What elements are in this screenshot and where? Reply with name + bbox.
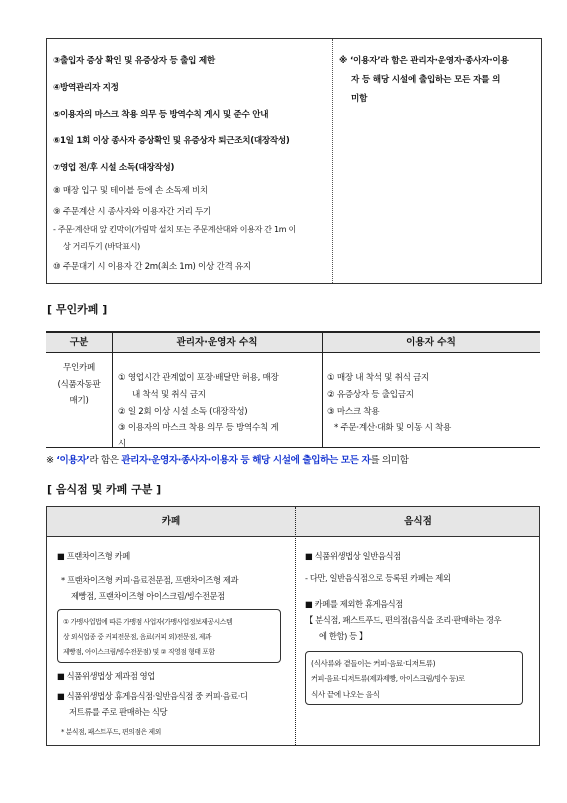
restaurant-line: 【 분식점, 패스트푸드, 편의점(음식을 조리·판매하는 경우 [305,615,502,625]
restaurant-box-line: 식사 끝에 나오는 음식 [311,690,380,699]
note-highlight: 관리자·운영자·종사자·이용자 등 해당 시설에 출입하는 모든 자 [121,455,371,466]
note-line: 미함 [351,94,368,104]
restaurant-line: ■ 카페를 제외한 휴게음식점 [305,599,403,609]
restaurant-line: 에 한함) 등 】 [319,631,367,641]
restaurant-line: - 다만, 일반음식점으로 등록된 카페는 제외 [305,573,451,583]
rule-line: ④방역관리자 지정 [53,83,119,93]
category-line: 무인카페 [62,363,95,373]
quarantine-rules-box [46,38,542,284]
cafe-line: ■ 식품위생법상 제과점 영업 [57,671,155,681]
cafe-line: ■ 프랜차이즈형 카페 [57,551,130,561]
rule-line: ⑨ 주문계산 시 종사자와 이용자간 거리 두기 [53,207,212,217]
header-user-rules: 이용자 수칙 [406,337,456,348]
category-line: (식품자동판 [57,380,101,390]
admin-rule-line: ① 영업시간 관계없이 포장·배달만 허용, 매장 [118,373,279,383]
rule-line: 상 거리두기 (바닥표시) [63,242,140,251]
rule-line: ⑥1일 1회 이상 종사자 증상확인 및 유증상자 퇴근조치(대장작성) [53,136,290,146]
column-divider [322,333,323,447]
cafe-line: 저트류를 주로 판매하는 식당 [69,707,168,717]
category-line: 매기) [69,396,89,406]
user-rule-line: ① 매장 내 착석 및 취식 금지 [327,373,430,383]
rule-line: ③출입자 증상 확인 및 유증상자 등 출입 제한 [53,56,215,66]
rule-line: ⑦영업 전/후 시설 소독(대장작성) [53,163,175,173]
note-prefix: ※ [46,455,57,466]
cafe-line: 제빵점, 프랜차이즈형 아이스크림/빙수전문점 [71,591,225,601]
column-divider [112,333,113,447]
note-mid: 라 함은 [89,455,122,466]
cafe-line: ■ 식품위생법상 휴게음식점·일반음식점 중 커피·음료·디 [57,691,248,701]
cafe-line: * 분식점, 패스트푸드, 편의점은 제외 [61,728,161,736]
restaurant-box-line: (식사류와 곁들이는 커피·음료·디저트류) [311,659,436,668]
user-rule-line: ③ 마스크 착용 [327,407,380,417]
user-rule-line: * 주문·계산·대화 및 이동 시 착용 [334,423,452,433]
user-rule-line: ② 유증상자 등 출입금지 [327,390,414,400]
column-divider [295,507,296,745]
header-category: 구분 [69,337,89,348]
restaurant-box-line: 커피·음료·디저트류(제과제빵, 아이스크림/빙수 등)로 [311,674,465,683]
restaurant-note-box [305,651,523,705]
user-definition-footnote [46,452,408,466]
header-restaurant: 음식점 [404,516,432,527]
user-definition-note [333,39,541,283]
note-line: 자 등 해당 시설에 출입하는 모든 자를 의 [351,75,501,85]
table-header-row [47,507,539,537]
cafe-line: * 프랜차이즈형 커피·음료전문점, 프랜차이즈형 제과 [61,575,239,585]
admin-rule-line: ③ 이용자의 마스크 착용 의무 등 방역수칙 게 [118,423,279,433]
rules-list [47,39,333,283]
admin-rule-line: 내 착석 및 취식 금지 [132,390,206,400]
rule-line: ⑤이용자의 마스크 착용 의무 등 방역수칙 게시 및 준수 안내 [53,110,269,120]
restaurant-cafe-table [46,506,540,746]
note-suffix: 를 의미함 [370,455,409,466]
franchise-note-box [57,609,281,663]
note-line: ※ ‘이용자’라 함은 관리자·운영자·종사자·이용 [339,56,509,66]
note-term: ‘이용자’ [56,455,90,466]
rule-line: - 주문·계산대 앞 킨막이(가림막 설치 또는 주문계산대와 이용자 간 1m 이 [53,225,296,234]
admin-rule-line: ② 일 2회 이상 시설 소독 (대장작성) [118,407,248,417]
rule-line: ⑧ 매장 입구 및 테이블 등에 손 소독제 비치 [53,186,208,196]
table-header-row [46,333,540,353]
unmanned-cafe-table [46,331,540,448]
rule-line: ⑩ 주문대기 시 이용자 간 2m(최소 1m) 이상 간격 유지 [53,262,251,272]
cafe-box-line: 제빵점, 아이스크림/빙수전문점) 및 ② 직영점 형태 포함 [63,648,215,656]
header-cafe: 카페 [161,516,181,527]
header-admin-rules: 관리자·운영자 수칙 [176,337,258,348]
section-title-restaurant-cafe: [ 음식점 및 카페 구분 ] [47,483,162,496]
restaurant-line: ■ 식품위생법상 일반음식점 [305,551,401,561]
cafe-box-line: ① 가맹사업법에 따른 가맹점 사업자(가맹사업정보제공시스템 [63,618,233,626]
admin-rule-line: 시 [118,439,127,449]
cafe-box-line: 상 외식업종 중 커피전문점, 음료(커피 외)전문점, 제과 [63,633,212,641]
section-title-unmanned-cafe: [ 무인카페 ] [47,303,108,316]
